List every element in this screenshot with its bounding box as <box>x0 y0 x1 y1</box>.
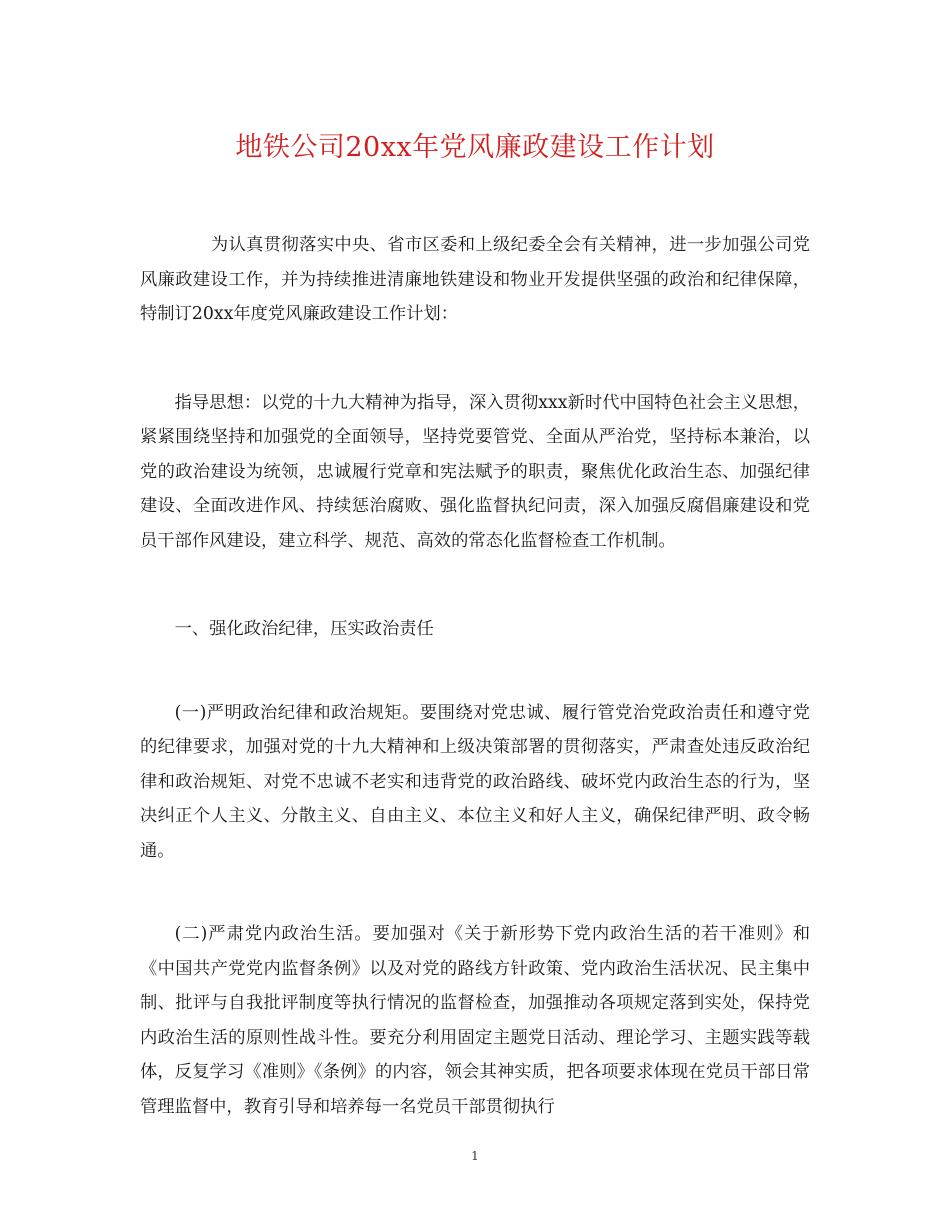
intro-paragraph: 为认真贯彻落实中央、省市区委和上级纪委全会有关精神，进一步加强公司党风廉政建设工作，并为持续推进清廉地铁建设和物业开发提供坚强的政治和纪律保障，特制订20xx年度党风廉政建设工作计划： <box>140 235 810 324</box>
document-title: 地铁公司20xx年党风廉政建设工作计划 <box>235 132 715 163</box>
paragraph-spacer <box>140 868 810 917</box>
subsection-paragraph-2: (二)严肃党内政治生活。要加强对《关于新形势下党内政治生活的若干准则》和《中国共产党党内监督条例》以及对党的路线方针政策、党内政治生活状况、民主集中制、批评与自我批评制度等执行情况的监督检查，加强推动各项规定落到实处，保持党内政治生活的原则性战斗性。要充分利用固定主题党日活动、理论学习、主题实践等载体，反复学习《准则》《条例》的内容，领会其神实质，把各项要求体现在党员干部日常管理监督中，教育引导和培养每一名党员干部贯彻执行 <box>140 924 810 1117</box>
guiding-thought-paragraph: 指导思想：以党的十九大精神为指导，深入贯彻xxx新时代中国特色社会主义思想，紧紧围绕坚持和加强党的全面领导，坚持党要管党、全面从严治党，坚持标本兼治，以党的政治建设为统领，忠诚履行党章和宪法赋予的职责，聚焦优化政治生态、加强纪律建设、全面改进作风、持续惩治腐败、强化监督执纪问责，深入加强反腐倡廉建设和党员干部作风建设，建立科学、规范、高效的常态化监督检查工作机制。 <box>140 392 810 551</box>
paragraph-spacer <box>140 558 810 612</box>
section-heading: 一、强化政治纪律，压实政治责任 <box>174 619 434 639</box>
subsection-paragraph-1: (一)严明政治纪律和政治规矩。要围绕对党忠诚、履行管党治党政治责任和遵守党的纪律要求，加强对党的十九大精神和上级决策部署的贯彻落实，严肃查处违反政治纪律和政治规矩、对党不忠诚不老实和违背党的政治路线、破坏党内政治生态的行为，坚决纠正个人主义、分散主义、自由主义、本位主义和好人主义，确保纪律严明、政令畅通。 <box>140 702 810 861</box>
document-body <box>140 228 810 1124</box>
page-number: 1 <box>471 1149 479 1163</box>
paragraph-spacer <box>140 332 810 386</box>
paragraph-spacer <box>140 647 810 696</box>
